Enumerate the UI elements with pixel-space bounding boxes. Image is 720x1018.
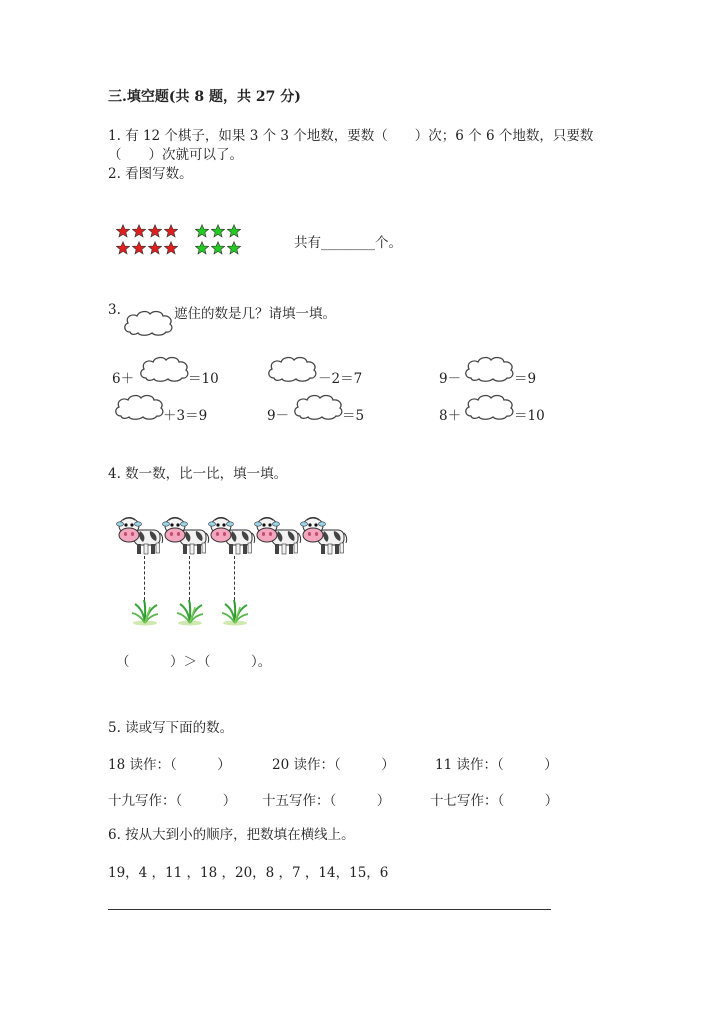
section-title: 三.填空题(共 8 题，共 27 分) — [108, 89, 301, 105]
connector-line — [234, 556, 235, 600]
green-star-icon — [211, 224, 225, 238]
cloud-icon — [292, 392, 344, 422]
q5-write-17: 十七写作：（ ） — [430, 793, 559, 809]
q3-title: 遮住的数是几？请填一填。 — [174, 306, 336, 322]
red-star-icon — [164, 224, 178, 238]
q4-title: 4. 数一数，比一比，填一填。 — [108, 466, 288, 482]
q4-answer: （ ）＞（ ）。 — [116, 654, 272, 670]
red-star-icon — [116, 224, 130, 238]
connector-line — [144, 556, 145, 600]
q2-title: 2. 看图写数。 — [108, 166, 193, 182]
equation-1-right: ＝10 — [188, 371, 219, 387]
equation-6-left: 8＋ — [439, 408, 462, 424]
cow-icon — [162, 516, 210, 558]
equation-5-right: ＝5 — [342, 408, 365, 424]
equation-3-right: ＝9 — [514, 371, 537, 387]
cloud-icon — [266, 354, 318, 384]
equation-4-right: ＋3＝9 — [163, 408, 208, 424]
green-star-icon — [227, 241, 241, 255]
red-stars — [116, 241, 178, 255]
cloud-icon — [138, 354, 190, 384]
red-star-icon — [148, 224, 162, 238]
equation-2-right: －2＝7 — [318, 371, 363, 387]
equation-1-left: 6＋ — [112, 371, 135, 387]
grass-icon — [130, 598, 160, 626]
red-stars — [116, 224, 178, 238]
q5-write-19: 十九写作：（ ） — [108, 793, 237, 809]
q3-number: 3. — [108, 302, 121, 318]
grass-icon — [175, 598, 205, 626]
red-star-icon — [132, 224, 146, 238]
q5-read-20: 20 读作：（ ） — [272, 757, 395, 773]
grass-icon — [220, 598, 250, 626]
q1-line1: 1. 有 12 个棋子，如果 3 个 3 个地数，要数（ ）次；6 个 6 个地数，只要数 — [108, 128, 594, 144]
q6-numbers: 19，4 ，11 ，18 ，20，8 ，7 ，14，15，6 — [108, 865, 389, 881]
red-star-icon — [116, 241, 130, 255]
cow-icon — [116, 516, 164, 558]
q2-answer: 共有________个。 — [294, 235, 402, 251]
cloud-icon — [113, 392, 165, 422]
red-star-icon — [132, 241, 146, 255]
cow-icon — [254, 516, 302, 558]
red-star-icon — [148, 241, 162, 255]
green-stars — [195, 241, 241, 255]
green-star-icon — [227, 224, 241, 238]
q1-line2: （ ）次就可以了。 — [108, 147, 243, 163]
q5-read-18: 18 读作：（ ） — [108, 757, 231, 773]
q6-title: 6. 按从大到小的顺序，把数填在横线上。 — [108, 827, 355, 843]
green-star-icon — [195, 241, 209, 255]
equation-3-left: 9－ — [439, 371, 462, 387]
cow-icon — [300, 516, 348, 558]
green-star-icon — [195, 224, 209, 238]
q5-read-11: 11 读作：（ ） — [435, 757, 558, 773]
q5-title: 5. 读或写下面的数。 — [108, 720, 234, 736]
q5-write-15: 十五写作：（ ） — [262, 793, 391, 809]
cow-icon — [208, 516, 256, 558]
equation-5-left: 9－ — [267, 408, 290, 424]
green-stars — [195, 224, 241, 238]
cloud-icon — [463, 392, 515, 422]
answer-line[interactable] — [108, 909, 551, 910]
equation-6-right: ＝10 — [514, 408, 545, 424]
green-star-icon — [211, 241, 225, 255]
cloud-icon — [122, 308, 174, 338]
red-star-icon — [164, 241, 178, 255]
cloud-icon — [463, 354, 515, 384]
connector-line — [189, 556, 190, 600]
